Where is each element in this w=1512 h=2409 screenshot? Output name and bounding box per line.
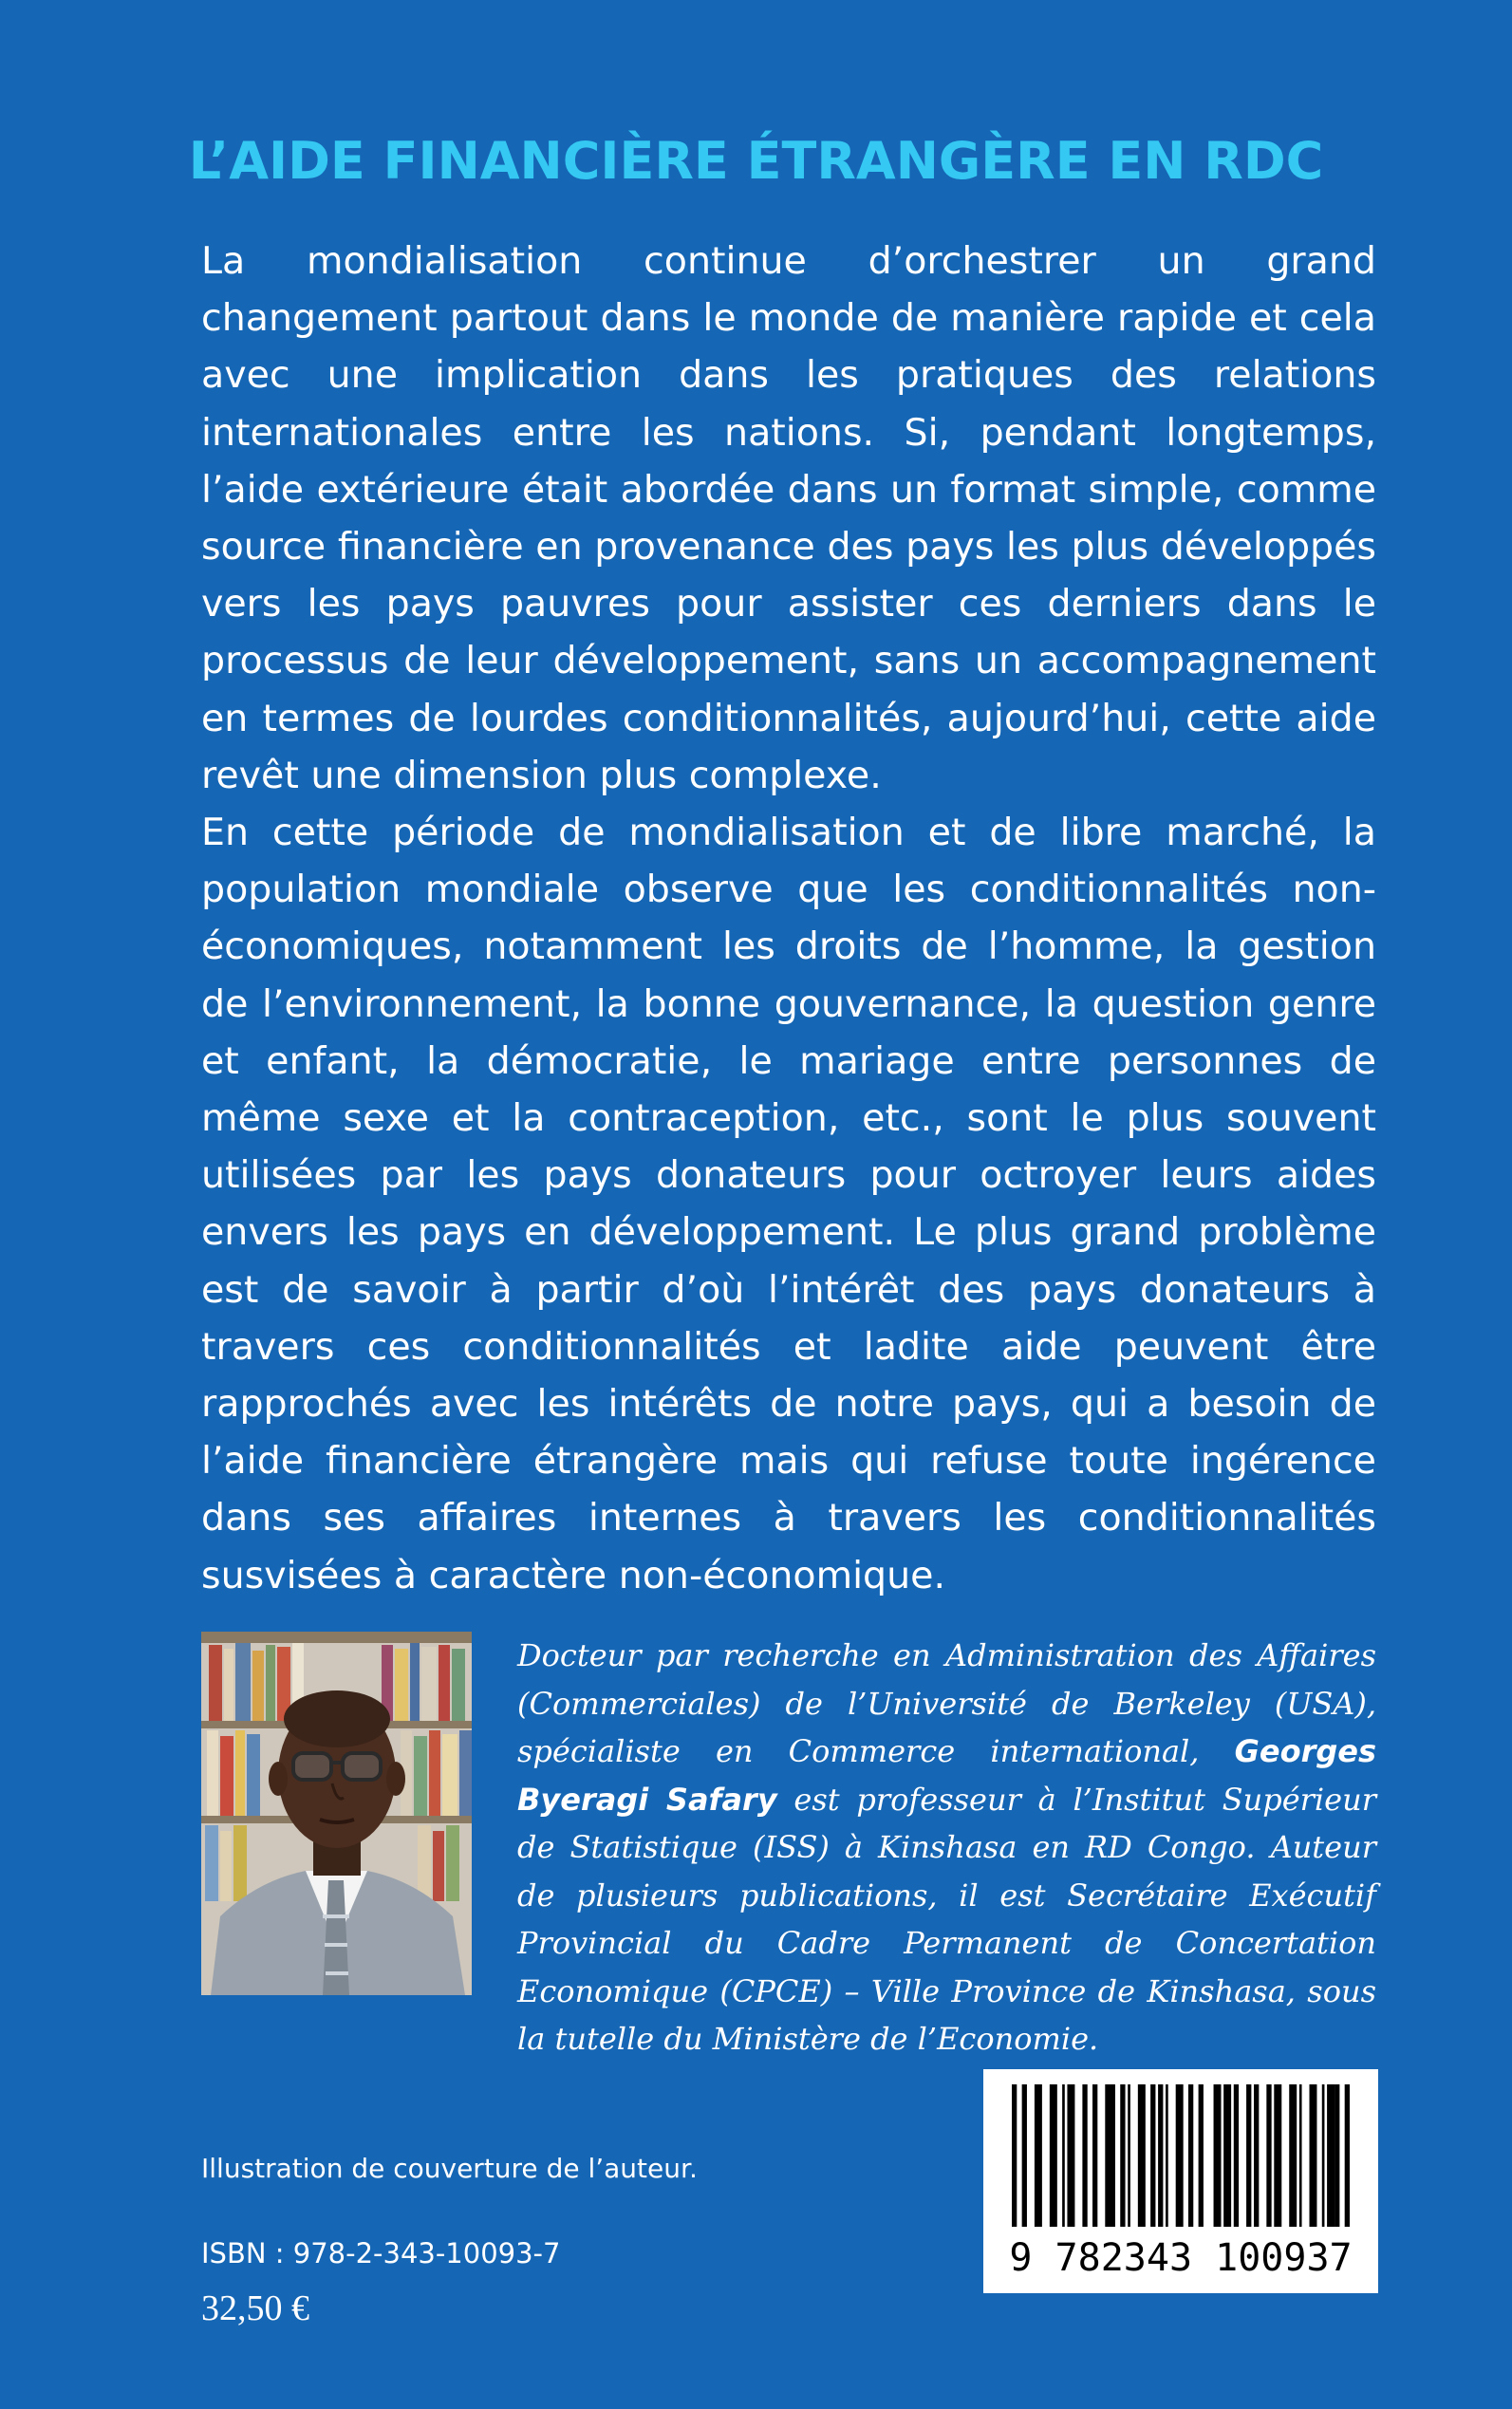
barcode-bar — [1062, 2084, 1065, 2227]
price-label: 32,50 € — [201, 2288, 309, 2328]
author-name: Georges Byeragi Safary — [517, 1733, 1376, 1818]
barcode — [983, 2069, 1378, 2293]
summary-paragraph-1: La mondialisation continue d’orchestrer un grand changement partout dans le monde de manière rapide et cela avec une implication dans les pratiques des relations internationales entre les nations. Si, pendant longtemps, l’aide extérieure était abordée dans un format simple, comme source financière en provenance des pays les plus développés vers les pays pauvres pour assister ces derniers dans le processus de leur développement, sans un accompagnement en termes de lourdes conditionnalités, aujourd’hui, cette aide revêt une dimension plus complexe. — [201, 239, 1376, 797]
barcode-bar — [1120, 2084, 1125, 2227]
barcode-bar — [1128, 2084, 1130, 2227]
barcode-bar — [1309, 2084, 1316, 2227]
barcode-bar — [1050, 2084, 1057, 2227]
barcode-bar — [1322, 2084, 1325, 2227]
barcode-bar — [1035, 2084, 1042, 2227]
barcode-bar — [1289, 2084, 1297, 2227]
barcode-bar — [1012, 2084, 1017, 2227]
author-biography — [517, 1632, 1376, 2064]
barcode-bar — [1158, 2084, 1163, 2227]
bio-text-end: est professeur à l’Institut Supérieur de Statistique (ISS) à Kinshasa en RD Congo. Auteur de plusieurs publications, il est Secrétaire Exécutif Provincial du Cadre Permanent de Concertation Economique (CPCE) – Ville Province de Kinshasa, sous la tutelle du Ministère de l’Economie. — [517, 1781, 1377, 2057]
barcode-bar — [1266, 2084, 1271, 2227]
barcode-bar — [1067, 2084, 1074, 2227]
barcode-bar — [1214, 2084, 1222, 2227]
barcode-bar — [1254, 2084, 1259, 2227]
barcode-bar — [1082, 2084, 1087, 2227]
barcode-bar — [1335, 2084, 1339, 2227]
barcode-bar — [1176, 2084, 1184, 2227]
barcode-bar — [1345, 2084, 1350, 2227]
barcode-bar — [1022, 2084, 1027, 2227]
barcode-bar — [1188, 2084, 1193, 2227]
barcode-bar — [1327, 2084, 1335, 2227]
summary-paragraph-2: En cette période de mondialisation et de libre marché, la population mondiale observe que les conditionnalités non-économiques, notamment les droits de l’homme, la gestion de l’environnement, la bonne gouvernance, la question genre et enfant, la démocratie, le mariage entre personnes de même sexe et la contraception, etc., sont le plus souvent utilisées par les pays donateurs pour octroyer leurs aides envers les pays en développement. Le plus grand problème est de savoir à partir d’où l’intérêt des pays donateurs à travers ces conditionnalités et ladite aide peuvent être rapprochés avec les intérêts de notre pays, qui a besoin de l’aide financière étrangère mais qui refuse toute ingérence dans ses affaires internes à travers les conditionnalités susvisées à caractère non-économique. — [201, 811, 1376, 1597]
barcode-bar — [1274, 2084, 1281, 2227]
summary-text — [201, 233, 1376, 1604]
barcode-bar — [1105, 2084, 1115, 2227]
isbn-number: ISBN : 978-2-343-10093-7 — [201, 2237, 561, 2269]
barcode-bars — [1010, 2084, 1352, 2236]
barcode-bar — [1234, 2084, 1239, 2227]
book-title: L’AIDE FINANCIÈRE ÉTRANGÈRE EN RDC — [188, 131, 1324, 191]
author-portrait-image — [201, 1632, 472, 1995]
barcode-bar — [1199, 2084, 1204, 2227]
barcode-bar — [1150, 2084, 1155, 2227]
author-photo — [201, 1632, 472, 1995]
illustration-credit: Illustration de couverture de l’auteur. — [201, 2153, 698, 2184]
barcode-bar — [1246, 2084, 1251, 2227]
barcode-bar — [1223, 2084, 1231, 2227]
bio-text-start: Docteur par recherche en Administration des Affaires (Commerciales) de l’Université de Berkeley (USA), spécialiste en Commerce international, — [517, 1637, 1376, 1769]
barcode-digits: 9 782343 100937 — [1009, 2236, 1353, 2280]
barcode-bar — [1299, 2084, 1302, 2227]
barcode-bar — [1166, 2084, 1168, 2227]
barcode-bar — [1138, 2084, 1146, 2227]
barcode-bar — [1092, 2084, 1097, 2227]
